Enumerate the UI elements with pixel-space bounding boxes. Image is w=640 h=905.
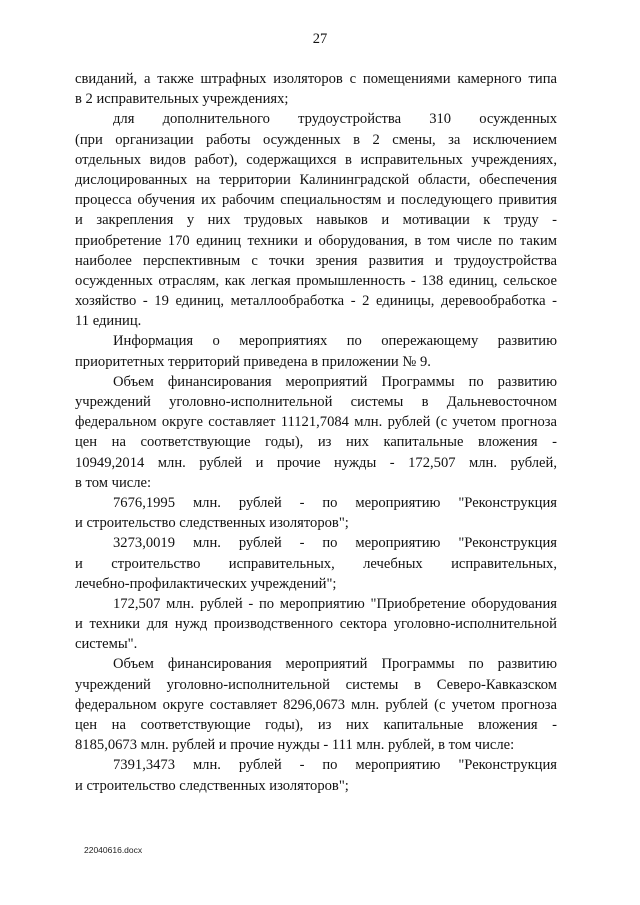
text-line: и строительство следственных изоляторов"; (75, 777, 349, 794)
text-line: Объем финансирования мероприятий Программы по развитию (113, 373, 557, 390)
paragraph (75, 109, 557, 331)
text-line: Объем финансирования мероприятий Программы по развитию (113, 656, 557, 673)
text-line: процесса обучения их рабочим специальностям и последующего привития (75, 192, 557, 209)
paragraph (75, 493, 557, 533)
text-line: лечебно-профилактических учреждений"; (75, 575, 337, 592)
text-line: для дополнительного трудоустройства 310 осужденных (113, 111, 557, 128)
text-line: в том числе: (75, 474, 152, 491)
text-line: и закрепления у них трудовых навыков и мотивации к труду - (75, 212, 557, 229)
text-line: федеральном округе составляет 11121,7084 млн. рублей (с учетом прогноза (75, 414, 557, 431)
text-line: и строительство следственных изоляторов"; (75, 515, 349, 532)
file-name-footer: 22040616.docx (84, 845, 143, 855)
text-line: учреждений уголовно-исполнительной системы в Дальневосточном (75, 394, 557, 410)
text-line: системы". (75, 636, 138, 653)
text-line: дислоцированных на территории Калининградской области, обеспечения (75, 171, 557, 188)
text-line: 10949,2014 млн. рублей и прочие нужды - 172,507 млн. рублей, (75, 454, 557, 471)
text-line: 8185,0673 млн. рублей и прочие нужды - 111 млн. рублей, в том числе: (75, 737, 515, 754)
paragraph (75, 69, 557, 109)
text-line: приобретение 170 единиц техники и оборудования, в том числе по таким (75, 232, 557, 249)
paragraph (75, 372, 557, 493)
text-line: приоритетных территорий приведена в приложении № 9. (75, 353, 431, 370)
text-line: отдельных видов работ), содержащихся в исправительных учреждениях, (75, 151, 557, 168)
text-line: цен на соответствующие годы), из них капитальные вложения - (75, 434, 557, 451)
text-line: наиболее перспективным с точки зрения развития и трудоустройства (75, 252, 557, 269)
text-line: хозяйство - 19 единиц, металлообработка - 2 единицы, деревообработка - (75, 293, 557, 310)
text-line: 3273,0019 млн. рублей - по мероприятию "Реконструкция (113, 535, 557, 552)
text-line: Информация о мероприятиях по опережающему развитию (113, 333, 557, 350)
text-line: цен на соответствующие годы), из них капитальные вложения - (75, 717, 557, 733)
text-line: осужденных отраслям, как легкая промышленность - 138 единиц, сельское (75, 272, 557, 289)
text-line: в 2 исправительных учреждениях; (75, 91, 289, 108)
text-line: 172,507 млн. рублей - по мероприятию "Приобретение оборудования (113, 595, 557, 612)
paragraph (75, 331, 557, 371)
text-line: 11 единиц. (75, 313, 142, 330)
text-line: (при организации работы осужденных в 2 смены, за исключением (75, 131, 557, 148)
text-line: учреждений уголовно-исполнительной системы в Северо-Кавказском (75, 676, 557, 693)
page-number: 27 (312, 31, 328, 47)
text-line: 7391,3473 млн. рублей - по мероприятию "Реконструкция (113, 757, 557, 774)
paragraph (75, 755, 557, 795)
text-line: и строительство исправительных, лечебных исправительных, (75, 555, 557, 572)
text-line: и техники для нужд производственного сектора уголовно-исполнительной (75, 616, 557, 633)
text-line: 7676,1995 млн. рублей - по мероприятию "Реконструкция (113, 494, 557, 511)
document-body (75, 69, 557, 796)
text-line: федеральном округе составляет 8296,0673 млн. рублей (с учетом прогноза (75, 696, 557, 713)
paragraph (75, 654, 557, 755)
text-line: свиданий, а также штрафных изоляторов с помещениями камерного типа (75, 71, 557, 87)
paragraph (75, 533, 557, 594)
paragraph (75, 594, 557, 655)
